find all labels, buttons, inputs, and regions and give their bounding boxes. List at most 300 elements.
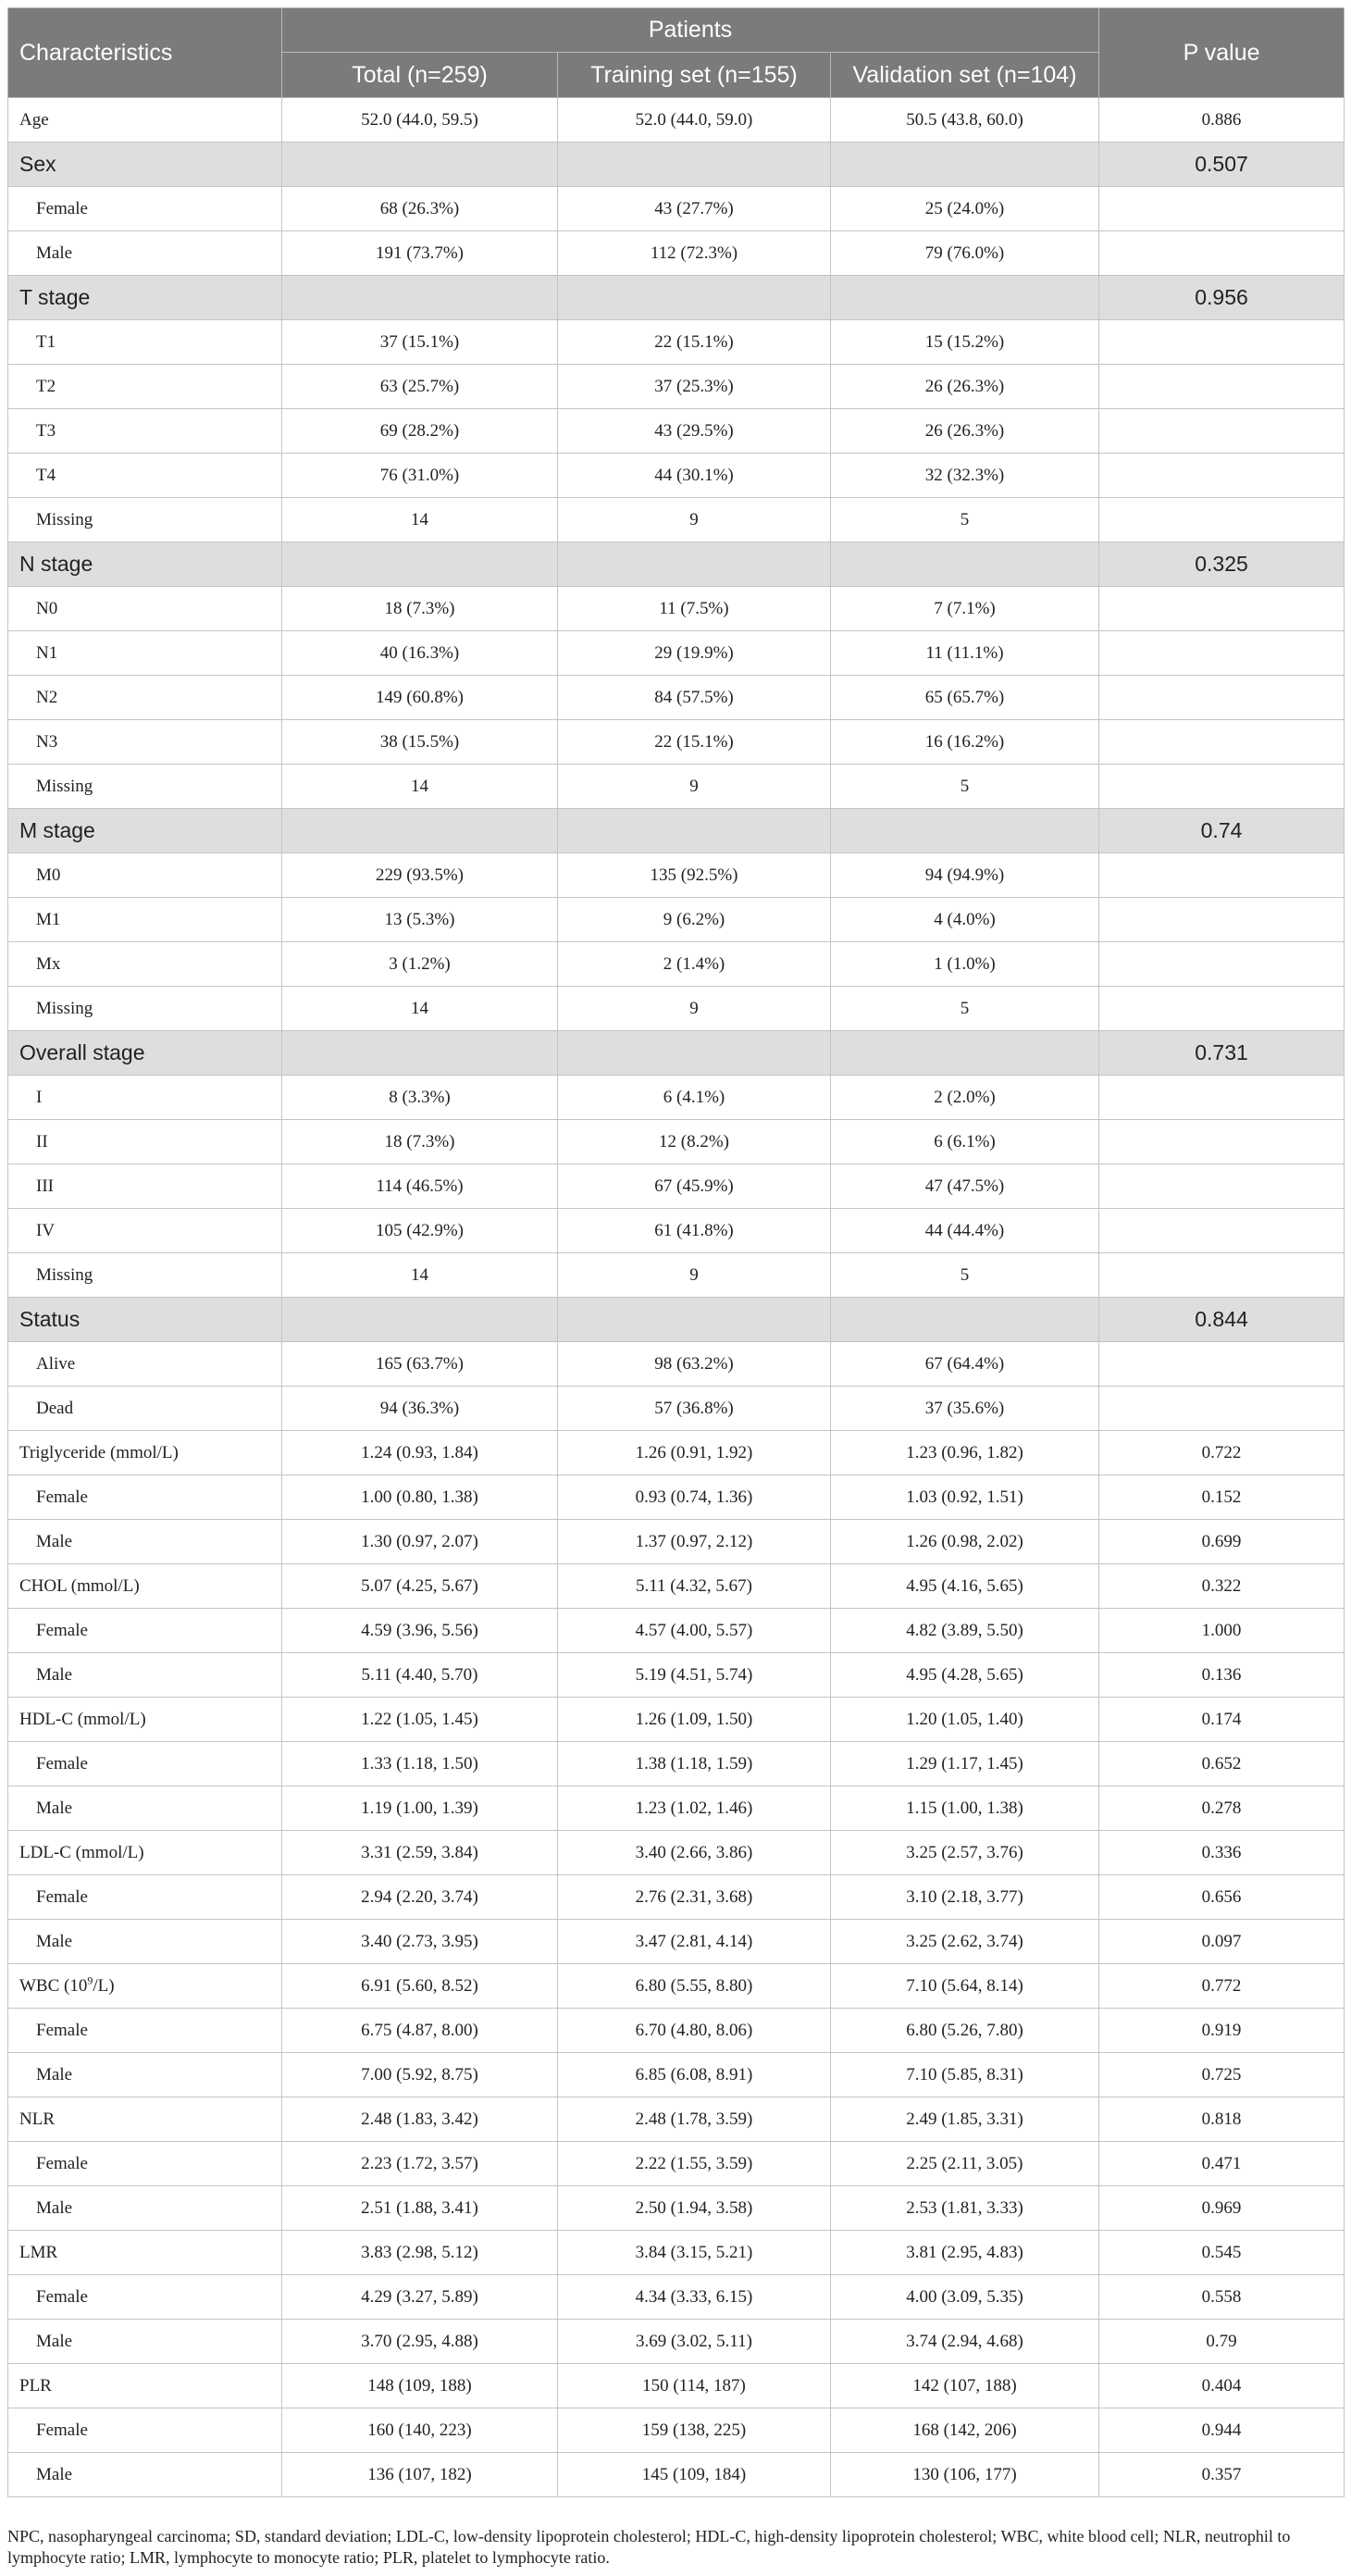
cell-validation-set: 16 (16.2%)	[831, 720, 1099, 765]
cell-total: 1.24 (0.93, 1.84)	[282, 1431, 558, 1475]
subgroup-label: Female	[8, 187, 282, 231]
cell-training-set: 4.34 (3.33, 6.15)	[558, 2275, 831, 2320]
cell-training-set: 4.57 (4.00, 5.57)	[558, 1609, 831, 1653]
cell-training-set: 159 (138, 225)	[558, 2408, 831, 2453]
table-row	[8, 1387, 1345, 1431]
cell-p-value: 0.969	[1099, 2186, 1345, 2231]
cell-training-set: 3.84 (3.15, 5.21)	[558, 2231, 831, 2275]
table-row	[8, 187, 1345, 231]
cell-validation-set: 4.95 (4.28, 5.65)	[831, 1653, 1099, 1698]
cell-training-set: 1.26 (1.09, 1.50)	[558, 1698, 831, 1742]
subgroup-label: Mx	[8, 942, 282, 987]
cell-p-value	[1099, 1209, 1345, 1253]
subgroup-label: Female	[8, 2142, 282, 2186]
row-label: LMR	[8, 2231, 282, 2275]
cell-p-value	[1099, 1253, 1345, 1298]
header-validation-set: Validation set (n=104)	[831, 53, 1099, 98]
table-footnote: NPC, nasopharyngeal carcinoma; SD, standard deviation; LDL-C, low-density lipoprotein cholesterol; HDL-C, high-density lipoprotein cholesterol; WBC, white blood cell; NLR, neutrophil to lymphocyte ratio; LMR, lymphocyte to monocyte ratio; PLR, platelet to lymphocyte ratio.	[7, 2527, 1291, 2567]
cell-validation-set: 4 (4.0%)	[831, 898, 1099, 942]
cell-total	[282, 276, 558, 320]
table-row	[8, 1698, 1345, 1742]
table-row	[8, 2275, 1345, 2320]
cell-total: 14	[282, 1253, 558, 1298]
cell-training-set: 37 (25.3%)	[558, 365, 831, 409]
cell-validation-set	[831, 809, 1099, 853]
cell-training-set: 43 (27.7%)	[558, 187, 831, 231]
cell-p-value	[1099, 942, 1345, 987]
cell-total: 18 (7.3%)	[282, 1120, 558, 1164]
cell-validation-set: 6 (6.1%)	[831, 1120, 1099, 1164]
subgroup-label: N3	[8, 720, 282, 765]
cell-total: 2.23 (1.72, 3.57)	[282, 2142, 558, 2186]
cell-total: 38 (15.5%)	[282, 720, 558, 765]
subgroup-label: II	[8, 1120, 282, 1164]
cell-training-set: 29 (19.9%)	[558, 631, 831, 676]
table-row	[8, 231, 1345, 276]
cell-validation-set: 5	[831, 987, 1099, 1031]
cell-validation-set: 1.03 (0.92, 1.51)	[831, 1475, 1099, 1520]
row-label: Age	[8, 98, 282, 143]
cell-p-value: 0.325	[1099, 542, 1345, 587]
cell-total: 191 (73.7%)	[282, 231, 558, 276]
header-p-value: P value	[1099, 8, 1345, 98]
table-row	[8, 853, 1345, 898]
table-row	[8, 898, 1345, 942]
cell-total: 3.40 (2.73, 3.95)	[282, 1920, 558, 1964]
cell-validation-set: 168 (142, 206)	[831, 2408, 1099, 2453]
cell-training-set: 9	[558, 987, 831, 1031]
cell-p-value: 0.818	[1099, 2097, 1345, 2142]
category-label: Sex	[8, 143, 282, 187]
cell-validation-set: 1.26 (0.98, 2.02)	[831, 1520, 1099, 1564]
cell-validation-set: 1 (1.0%)	[831, 942, 1099, 987]
cell-total: 37 (15.1%)	[282, 320, 558, 365]
table-row	[8, 1964, 1345, 2009]
subgroup-label: N0	[8, 587, 282, 631]
cell-training-set: 57 (36.8%)	[558, 1387, 831, 1431]
table-row	[8, 2142, 1345, 2186]
cell-p-value: 0.699	[1099, 1520, 1345, 1564]
row-label: WBC $(10^9/L)$	[8, 1964, 282, 2009]
table-row	[8, 1564, 1345, 1609]
cell-p-value: 0.772	[1099, 1964, 1345, 2009]
cell-p-value: 0.74	[1099, 809, 1345, 853]
cell-validation-set	[831, 143, 1099, 187]
cell-total: 4.29 (3.27, 5.89)	[282, 2275, 558, 2320]
subgroup-label: IV	[8, 1209, 282, 1253]
table-row	[8, 1875, 1345, 1920]
cell-p-value: 0.919	[1099, 2009, 1345, 2053]
subgroup-label: Male	[8, 1653, 282, 1698]
cell-total: 3.83 (2.98, 5.12)	[282, 2231, 558, 2275]
cell-p-value: 0.844	[1099, 1298, 1345, 1342]
cell-p-value: 0.097	[1099, 1920, 1345, 1964]
subgroup-label: Male	[8, 2453, 282, 2497]
row-label: NLR	[8, 2097, 282, 2142]
subgroup-label: Female	[8, 1609, 282, 1653]
subgroup-label: T2	[8, 365, 282, 409]
cell-p-value: 0.79	[1099, 2320, 1345, 2364]
subgroup-label: Female	[8, 2275, 282, 2320]
cell-validation-set: 4.95 (4.16, 5.65)	[831, 1564, 1099, 1609]
category-row	[8, 809, 1345, 853]
cell-total: 94 (36.3%)	[282, 1387, 558, 1431]
cell-validation-set: 11 (11.1%)	[831, 631, 1099, 676]
cell-total	[282, 1298, 558, 1342]
cell-training-set: 2.76 (2.31, 3.68)	[558, 1875, 831, 1920]
cell-training-set	[558, 1298, 831, 1342]
row-label: PLR	[8, 2364, 282, 2408]
category-label: Overall stage	[8, 1031, 282, 1076]
table-row	[8, 1742, 1345, 1786]
cell-validation-set: 2 (2.0%)	[831, 1076, 1099, 1120]
cell-p-value: 0.278	[1099, 1786, 1345, 1831]
cell-p-value	[1099, 1387, 1345, 1431]
category-row	[8, 1031, 1345, 1076]
cell-training-set: 3.47 (2.81, 4.14)	[558, 1920, 831, 1964]
subgroup-label: M1	[8, 898, 282, 942]
subgroup-label: Dead	[8, 1387, 282, 1431]
table-row	[8, 631, 1345, 676]
subgroup-label: M0	[8, 853, 282, 898]
subgroup-label: Female	[8, 2009, 282, 2053]
cell-validation-set: 7.10 (5.85, 8.31)	[831, 2053, 1099, 2097]
cell-p-value	[1099, 631, 1345, 676]
cell-validation-set: 47 (47.5%)	[831, 1164, 1099, 1209]
cell-training-set: 9 (6.2%)	[558, 898, 831, 942]
table-row	[8, 2186, 1345, 2231]
subgroup-label: Female	[8, 2408, 282, 2453]
cell-validation-set: 26 (26.3%)	[831, 409, 1099, 454]
cell-p-value: 0.558	[1099, 2275, 1345, 2320]
cell-total: 14	[282, 498, 558, 542]
cell-training-set: 44 (30.1%)	[558, 454, 831, 498]
cell-training-set: 84 (57.5%)	[558, 676, 831, 720]
subgroup-label: Male	[8, 2320, 282, 2364]
cell-p-value: 0.886	[1099, 98, 1345, 143]
category-label: M stage	[8, 809, 282, 853]
cell-total: 4.59 (3.96, 5.56)	[282, 1609, 558, 1653]
row-label: HDL-C (mmol/L)	[8, 1698, 282, 1742]
cell-p-value: 0.136	[1099, 1653, 1345, 1698]
cell-p-value: 0.725	[1099, 2053, 1345, 2097]
subgroup-label: Male	[8, 1920, 282, 1964]
cell-validation-set: 5	[831, 765, 1099, 809]
subgroup-label: Missing	[8, 498, 282, 542]
cell-training-set: 1.26 (0.91, 1.92)	[558, 1431, 831, 1475]
cell-total: 5.11 (4.40, 5.70)	[282, 1653, 558, 1698]
table-row	[8, 320, 1345, 365]
table-body	[8, 98, 1345, 2497]
cell-p-value	[1099, 587, 1345, 631]
cell-training-set: 6.85 (6.08, 8.91)	[558, 2053, 831, 2097]
cell-total	[282, 143, 558, 187]
cell-p-value	[1099, 1076, 1345, 1120]
cell-total: 2.94 (2.20, 3.74)	[282, 1875, 558, 1920]
cell-training-set: 5.19 (4.51, 5.74)	[558, 1653, 831, 1698]
subgroup-label: Male	[8, 1520, 282, 1564]
header-characteristics: Characteristics	[8, 8, 282, 98]
table-row	[8, 676, 1345, 720]
subgroup-label: Female	[8, 1742, 282, 1786]
subgroup-label: N1	[8, 631, 282, 676]
header-training-set: Training set (n=155)	[558, 53, 831, 98]
cell-p-value	[1099, 1120, 1345, 1164]
table-row	[8, 2453, 1345, 2497]
cell-validation-set: 6.80 (5.26, 7.80)	[831, 2009, 1099, 2053]
cell-training-set: 22 (15.1%)	[558, 320, 831, 365]
cell-total: 76 (31.0%)	[282, 454, 558, 498]
table-row	[8, 765, 1345, 809]
cell-training-set: 52.0 (44.0, 59.0)	[558, 98, 831, 143]
cell-total: 1.22 (1.05, 1.45)	[282, 1698, 558, 1742]
cell-validation-set: 2.53 (1.81, 3.33)	[831, 2186, 1099, 2231]
cell-p-value	[1099, 187, 1345, 231]
cell-training-set: 2.50 (1.94, 3.58)	[558, 2186, 831, 2231]
cell-validation-set: 3.25 (2.62, 3.74)	[831, 1920, 1099, 1964]
cell-p-value: 0.956	[1099, 276, 1345, 320]
cell-p-value: 0.404	[1099, 2364, 1345, 2408]
table-row	[8, 1120, 1345, 1164]
subgroup-label: Male	[8, 2186, 282, 2231]
table-row	[8, 587, 1345, 631]
cell-validation-set: 130 (106, 177)	[831, 2453, 1099, 2497]
cell-validation-set: 79 (76.0%)	[831, 231, 1099, 276]
cell-training-set: 6.70 (4.80, 8.06)	[558, 2009, 831, 2053]
cell-validation-set: 44 (44.4%)	[831, 1209, 1099, 1253]
cell-total	[282, 542, 558, 587]
cell-training-set: 3.40 (2.66, 3.86)	[558, 1831, 831, 1875]
row-label: LDL-C (mmol/L)	[8, 1831, 282, 1875]
cell-total: 5.07 (4.25, 5.67)	[282, 1564, 558, 1609]
cell-total: 69 (28.2%)	[282, 409, 558, 454]
cell-p-value	[1099, 898, 1345, 942]
subgroup-label: Male	[8, 231, 282, 276]
cell-training-set	[558, 809, 831, 853]
cell-total: 1.00 (0.80, 1.38)	[282, 1475, 558, 1520]
cell-total: 1.19 (1.00, 1.39)	[282, 1786, 558, 1831]
table-row	[8, 942, 1345, 987]
cell-p-value	[1099, 765, 1345, 809]
subgroup-label: Male	[8, 2053, 282, 2097]
subgroup-label: N2	[8, 676, 282, 720]
cell-total: 165 (63.7%)	[282, 1342, 558, 1387]
cell-validation-set	[831, 542, 1099, 587]
cell-validation-set: 37 (35.6%)	[831, 1387, 1099, 1431]
subgroup-label: Missing	[8, 765, 282, 809]
cell-training-set: 112 (72.3%)	[558, 231, 831, 276]
table-row	[8, 1209, 1345, 1253]
cell-total	[282, 809, 558, 853]
cell-validation-set: 3.74 (2.94, 4.68)	[831, 2320, 1099, 2364]
cell-p-value: 0.652	[1099, 1742, 1345, 1786]
cell-p-value	[1099, 498, 1345, 542]
cell-training-set: 9	[558, 498, 831, 542]
cell-total: 3 (1.2%)	[282, 942, 558, 987]
cell-p-value: 0.471	[1099, 2142, 1345, 2186]
cell-validation-set: 1.29 (1.17, 1.45)	[831, 1742, 1099, 1786]
cell-training-set: 9	[558, 1253, 831, 1298]
cell-p-value	[1099, 365, 1345, 409]
table-row	[8, 720, 1345, 765]
cell-validation-set: 5	[831, 498, 1099, 542]
cell-validation-set: 1.20 (1.05, 1.40)	[831, 1698, 1099, 1742]
subgroup-label: T4	[8, 454, 282, 498]
header-patients: Patients	[282, 8, 1099, 53]
row-label: CHOL (mmol/L)	[8, 1564, 282, 1609]
cell-total: 52.0 (44.0, 59.5)	[282, 98, 558, 143]
cell-validation-set: 50.5 (43.8, 60.0)	[831, 98, 1099, 143]
cell-p-value: 0.944	[1099, 2408, 1345, 2453]
category-row	[8, 542, 1345, 587]
cell-total: 1.33 (1.18, 1.50)	[282, 1742, 558, 1786]
cell-training-set	[558, 276, 831, 320]
cell-p-value	[1099, 320, 1345, 365]
table-row	[8, 2097, 1345, 2142]
cell-p-value: 0.722	[1099, 1431, 1345, 1475]
cell-p-value	[1099, 676, 1345, 720]
table-row	[8, 1253, 1345, 1298]
cell-validation-set: 7.10 (5.64, 8.14)	[831, 1964, 1099, 2009]
cell-total: 136 (107, 182)	[282, 2453, 558, 2497]
cell-p-value: 0.507	[1099, 143, 1345, 187]
table-row	[8, 2009, 1345, 2053]
cell-total: 1.30 (0.97, 2.07)	[282, 1520, 558, 1564]
cell-training-set: 9	[558, 765, 831, 809]
cell-validation-set: 2.49 (1.85, 3.31)	[831, 2097, 1099, 2142]
cell-training-set: 3.69 (3.02, 5.11)	[558, 2320, 831, 2364]
cell-p-value: 1.000	[1099, 1609, 1345, 1653]
cell-p-value: 0.357	[1099, 2453, 1345, 2497]
cell-p-value	[1099, 1164, 1345, 1209]
cell-p-value: 0.656	[1099, 1875, 1345, 1920]
table-row	[8, 1520, 1345, 1564]
cell-validation-set: 1.15 (1.00, 1.38)	[831, 1786, 1099, 1831]
cell-total: 18 (7.3%)	[282, 587, 558, 631]
cell-training-set	[558, 542, 831, 587]
cell-p-value	[1099, 409, 1345, 454]
table-row	[8, 1342, 1345, 1387]
cell-total: 6.75 (4.87, 8.00)	[282, 2009, 558, 2053]
table-row	[8, 2053, 1345, 2097]
cell-training-set: 5.11 (4.32, 5.67)	[558, 1564, 831, 1609]
table-row	[8, 1431, 1345, 1475]
cell-total: 3.31 (2.59, 3.84)	[282, 1831, 558, 1875]
category-label: T stage	[8, 276, 282, 320]
cell-total: 148 (109, 188)	[282, 2364, 558, 2408]
subgroup-label: T3	[8, 409, 282, 454]
cell-training-set	[558, 143, 831, 187]
cell-validation-set: 2.25 (2.11, 3.05)	[831, 2142, 1099, 2186]
cell-training-set: 2 (1.4%)	[558, 942, 831, 987]
subgroup-label: Female	[8, 1875, 282, 1920]
cell-training-set: 12 (8.2%)	[558, 1120, 831, 1164]
cell-training-set: 98 (63.2%)	[558, 1342, 831, 1387]
cell-training-set: 11 (7.5%)	[558, 587, 831, 631]
cell-total	[282, 1031, 558, 1076]
cell-validation-set: 1.23 (0.96, 1.82)	[831, 1431, 1099, 1475]
cell-validation-set: 3.10 (2.18, 3.77)	[831, 1875, 1099, 1920]
subgroup-label: T1	[8, 320, 282, 365]
cell-total: 114 (46.5%)	[282, 1164, 558, 1209]
cell-training-set	[558, 1031, 831, 1076]
cell-training-set: 1.37 (0.97, 2.12)	[558, 1520, 831, 1564]
cell-p-value	[1099, 231, 1345, 276]
cell-p-value: 0.545	[1099, 2231, 1345, 2275]
cell-validation-set: 5	[831, 1253, 1099, 1298]
cell-training-set: 2.22 (1.55, 3.59)	[558, 2142, 831, 2186]
table-row	[8, 1609, 1345, 1653]
cell-p-value	[1099, 454, 1345, 498]
cell-training-set: 145 (109, 184)	[558, 2453, 831, 2497]
cell-total: 8 (3.3%)	[282, 1076, 558, 1120]
cell-validation-set: 25 (24.0%)	[831, 187, 1099, 231]
subgroup-label: Female	[8, 1475, 282, 1520]
cell-total: 2.48 (1.83, 3.42)	[282, 2097, 558, 2142]
subgroup-label: Missing	[8, 1253, 282, 1298]
cell-training-set: 135 (92.5%)	[558, 853, 831, 898]
subgroup-label: I	[8, 1076, 282, 1120]
cell-total: 13 (5.3%)	[282, 898, 558, 942]
cell-total: 149 (60.8%)	[282, 676, 558, 720]
cell-validation-set: 26 (26.3%)	[831, 365, 1099, 409]
subgroup-label: Male	[8, 1786, 282, 1831]
table-row	[8, 454, 1345, 498]
cell-p-value	[1099, 987, 1345, 1031]
cell-training-set: 61 (41.8%)	[558, 1209, 831, 1253]
cell-training-set: 0.93 (0.74, 1.36)	[558, 1475, 831, 1520]
cell-total: 105 (42.9%)	[282, 1209, 558, 1253]
cell-validation-set: 94 (94.9%)	[831, 853, 1099, 898]
table-row	[8, 498, 1345, 542]
table-row	[8, 1831, 1345, 1875]
cell-validation-set: 65 (65.7%)	[831, 676, 1099, 720]
cell-validation-set: 7 (7.1%)	[831, 587, 1099, 631]
table-row	[8, 1653, 1345, 1698]
row-label: Triglyceride (mmol/L)	[8, 1431, 282, 1475]
category-row	[8, 1298, 1345, 1342]
table-row	[8, 2231, 1345, 2275]
characteristics-table	[7, 7, 1345, 2497]
cell-p-value	[1099, 853, 1345, 898]
cell-validation-set: 142 (107, 188)	[831, 2364, 1099, 2408]
cell-training-set: 67 (45.9%)	[558, 1164, 831, 1209]
cell-validation-set: 4.00 (3.09, 5.35)	[831, 2275, 1099, 2320]
cell-training-set: 43 (29.5%)	[558, 409, 831, 454]
header-total: Total (n=259)	[282, 53, 558, 98]
table-header	[8, 8, 1345, 98]
cell-validation-set	[831, 276, 1099, 320]
cell-p-value	[1099, 1342, 1345, 1387]
cell-p-value: 0.336	[1099, 1831, 1345, 1875]
table-row	[8, 2320, 1345, 2364]
cell-total: 160 (140, 223)	[282, 2408, 558, 2453]
cell-training-set: 150 (114, 187)	[558, 2364, 831, 2408]
table-row	[8, 2364, 1345, 2408]
category-label: N stage	[8, 542, 282, 587]
cell-total: 6.91 (5.60, 8.52)	[282, 1964, 558, 2009]
table-row	[8, 987, 1345, 1031]
cell-training-set: 22 (15.1%)	[558, 720, 831, 765]
cell-training-set: 1.23 (1.02, 1.46)	[558, 1786, 831, 1831]
subgroup-label: Alive	[8, 1342, 282, 1387]
cell-total: 7.00 (5.92, 8.75)	[282, 2053, 558, 2097]
table-row	[8, 365, 1345, 409]
table-row	[8, 2408, 1345, 2453]
cell-training-set: 6.80 (5.55, 8.80)	[558, 1964, 831, 2009]
cell-validation-set	[831, 1031, 1099, 1076]
subgroup-label: III	[8, 1164, 282, 1209]
